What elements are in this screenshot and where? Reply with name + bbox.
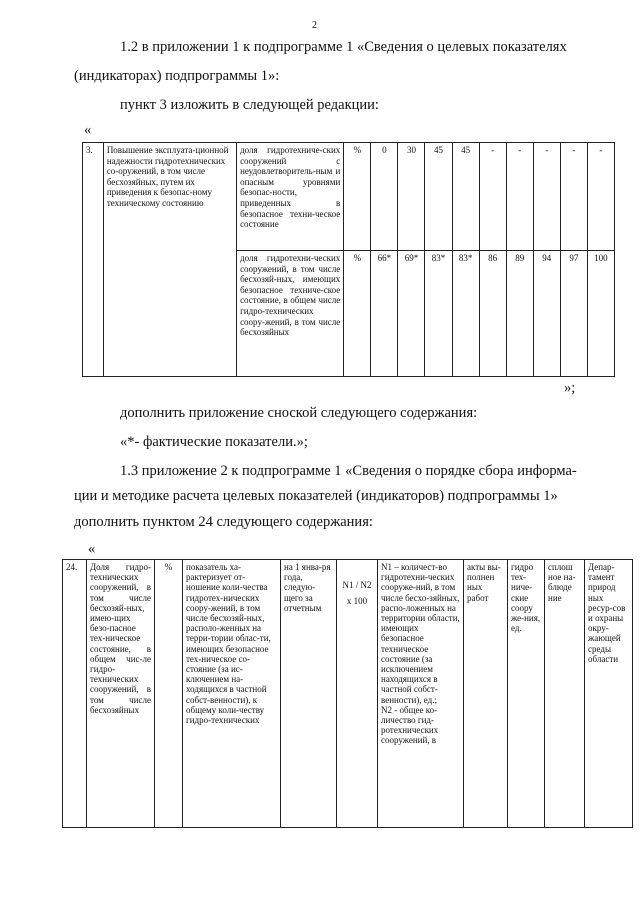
- row-number: 24.: [63, 560, 87, 828]
- paragraph-1-2-line-1: 1.2 в приложении 1 к подпрограмме 1 «Сведения о целевых показателях: [120, 39, 567, 55]
- value-cell: -: [479, 143, 506, 251]
- table-row: [63, 560, 633, 828]
- close-quote-1: »;: [564, 380, 576, 396]
- value-cell: -: [533, 143, 560, 251]
- indicator-cell: доля гидротехни-ческих сооружений, в том числе бесхозяй-ных, имеющих безопасное техниче-ское состояние, в общем числе гидро-технических соору-жений, в том числе бесхозяйных: [237, 251, 344, 377]
- task-cell: Повышение эксплуата-ционной надежности гидротехнических со-оружений, в том числе бесхозяйных, путем их приведения к безопас-ному техническому состоянию: [103, 143, 236, 377]
- value-cell: 97: [560, 251, 587, 377]
- formula-numerator: N1: [342, 580, 354, 590]
- row-number: 3.: [83, 143, 104, 377]
- open-quote-1: «: [84, 122, 92, 138]
- value-cell: 30: [398, 143, 425, 251]
- variables-cell: [378, 560, 464, 828]
- value-cell: 83*: [425, 251, 452, 377]
- page-number: 2: [312, 20, 317, 31]
- methodology-table: [62, 559, 633, 828]
- variable-n2-label: N2: [381, 704, 392, 715]
- table-row: [83, 143, 615, 251]
- value-cell: 69*: [398, 251, 425, 377]
- formula-cell: [337, 560, 378, 828]
- value-cell: -: [506, 143, 533, 251]
- object-cell: гидро тех-ниче-ские соору же-ния, ед.: [508, 560, 545, 828]
- definition-cell: показатель ха-рактеризует от-ношение коли-чества гидротех-нических соору-жений, в том числе бесхозяй-ных, располо-женных на терри-тории облас-ти, имеющих безопасное тех-ническое со-стояние (за ис-ключением на-ходящихся в частной собст-венности), к общему коли-честву гидро-технических: [183, 560, 281, 828]
- value-cell: 83*: [452, 251, 479, 377]
- paragraph-footnote: «*- фактические показатели.»;: [120, 434, 308, 450]
- indicator-cell: доля гидротехниче-ских сооружений с неудовлетворитель-ным и опасным уровнями безопас-ности, приведенных в безопасное техни-ческое состояние: [237, 143, 344, 251]
- paragraph-footnote-intro: дополнить приложение сноской следующего содержания:: [120, 405, 478, 421]
- paragraph-1-3-line-2: ции и методике расчета целевых показателей (индикаторов) подпрограммы 1»: [74, 488, 558, 504]
- unit-cell: %: [344, 143, 371, 251]
- value-cell: 45: [452, 143, 479, 251]
- value-cell: -: [587, 143, 614, 251]
- value-cell: -: [560, 143, 587, 251]
- formula-denominator: N2: [360, 580, 372, 590]
- indicator-name-cell: Доля гидро-технических сооружений, в том числе бесхозяй-ных, имею-щих безо-пасное тех-ническое состояние, в общем чис-ле гидро-технических сооружений, в том числе бесхозяйных: [87, 560, 155, 828]
- indicator-table: [82, 142, 615, 377]
- formula-separator: /: [353, 580, 361, 590]
- value-cell: 89: [506, 251, 533, 377]
- value-cell: 86: [479, 251, 506, 377]
- source-cell: акты вы-полнен ных работ: [464, 560, 508, 828]
- formula-multiplier: х 100: [346, 596, 368, 607]
- unit-cell: %: [344, 251, 371, 377]
- value-cell: 45: [425, 143, 452, 251]
- responsible-cell: Депар-тамент природ ных ресур-сов и охраны окру-жающей среды области: [585, 560, 633, 828]
- variable-n1-description: – количест-во гидротехни-ческих сооруже-ний, в том числе бесхо-зяйных, распо-ложенных на территории области, имеющих безопасное техническое состояние (за исключением находящихся в частной собст-венности), ед.;: [381, 562, 460, 705]
- open-quote-2: «: [88, 541, 96, 557]
- value-cell: 94: [533, 251, 560, 377]
- period-cell: на 1 янва-ря года, следую-щего за отчетным: [281, 560, 337, 828]
- paragraph-punkt-3: пункт 3 изложить в следующей редакции:: [120, 97, 379, 113]
- unit-cell: %: [155, 560, 183, 828]
- paragraph-1-3-line-3: дополнить пунктом 24 следующего содержания:: [74, 514, 373, 530]
- value-cell: 100: [587, 251, 614, 377]
- paragraph-1-2-line-2: (индикаторах) подпрограммы 1»:: [74, 68, 280, 84]
- method-cell: сплош ное на-блюде ние: [545, 560, 585, 828]
- variable-n1-label: N1: [381, 562, 392, 572]
- variable-n2-description: - общее ко-личество гид-ротехнических сооружений, в: [381, 704, 439, 746]
- value-cell: 0: [371, 143, 398, 251]
- value-cell: 66*: [371, 251, 398, 377]
- paragraph-1-3-line-1: 1.3 приложение 2 к подпрограмме 1 «Сведения о порядке сбора информа-: [120, 463, 577, 479]
